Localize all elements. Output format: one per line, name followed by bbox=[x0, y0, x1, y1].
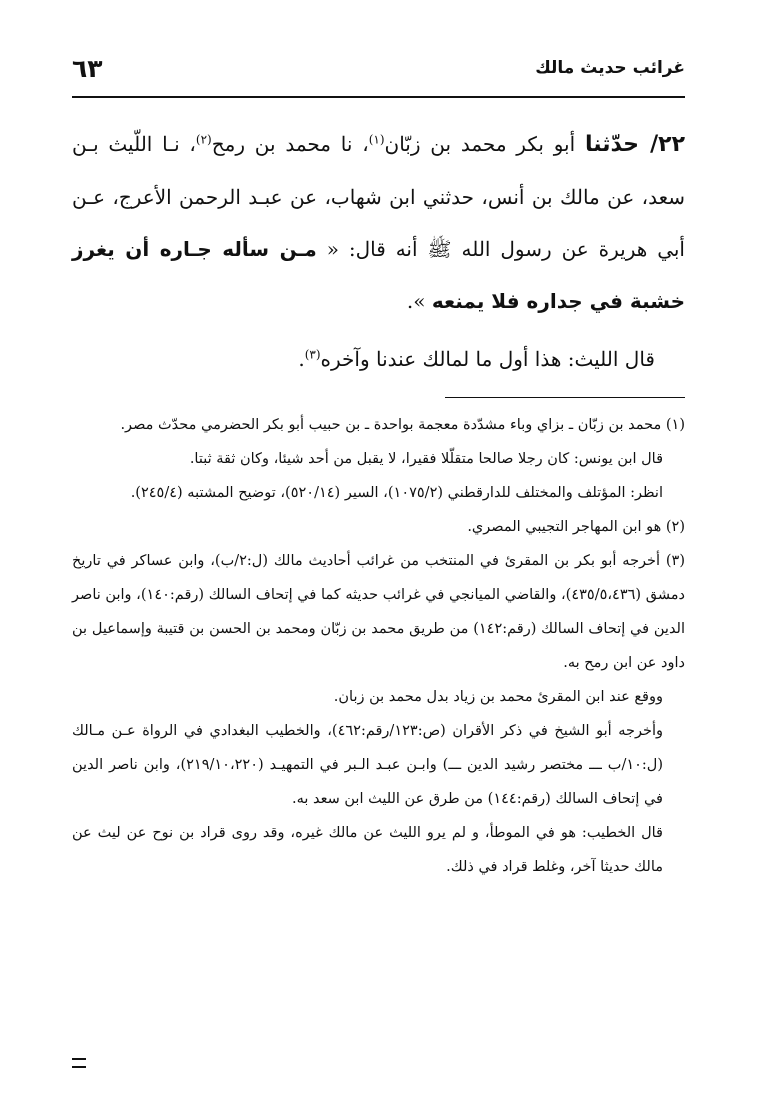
quote-close: ». bbox=[406, 289, 432, 313]
footnote-ref-1[interactable]: (١) bbox=[368, 132, 385, 147]
footnote-3-sources: وأخرجه أبو الشيخ في ذكر الأقران (ص:١٢٣/رقم:٤٦٢)، والخطيب البغدادي في الرواة عـن مـالك (ل:١٠/ب ـــ مختصر رشيد الدين ـــ) وابـن عبـد الـبر في التمهيـد (٢١٩/١٠،٢٢٠)، وابن ناصر الدين في إتحاف السالك (رقم:١٤٤) من طرق عن الليث ابن سعد به. bbox=[72, 723, 663, 807]
footnote-1-ibn-yunus: قال ابن يونس: كان رجلا صالحا متقلّلا فقيرا، لا يقبل من أحد شيئا، وكان ثقة ثبتا. bbox=[189, 451, 663, 467]
footnote-1-sources: انظر: المؤتلف والمختلف للدارقطني (١٠٧٥/٢)، السير (٥٢٠/١٤)، توضيح المشتبه (٢٤٥/٤). bbox=[130, 485, 663, 501]
hadith-body bbox=[72, 118, 685, 385]
hadith-matn: مـن سأله جـاره أن يغرز خشبة في جداره فلا يمنعه bbox=[72, 237, 685, 313]
layth-statement-text: قال الليث: هذا أول ما لمالك عندنا وآخره bbox=[320, 347, 655, 371]
continuation-mark bbox=[72, 1058, 86, 1068]
footnote-3: (٣) أخرجه أبو بكر بن المقرئ في المنتخب من غرائب أحاديث مالك (ل:٢/ب)، وابن عساكر في تاريخ دمشق (٤٣٥/٥،٤٣٦)، والقاضي الميانجي في غرائب حديثه كما في إتحاف السالك (رقم:١٤٠)، وابن ناصر الدين في إتحاف السالك (رقم:١٤٢) من طريق محمد بن زبّان ومحمد بن الحسن بن قتيبة وإسماعيل بن داود عن ابن رمح به. bbox=[72, 553, 685, 671]
book-title: غرائب حديث مالك bbox=[535, 58, 685, 78]
footnote-3-khatib: قال الخطيب: هو في الموطأ، و لم يرو الليث عن مالك غيره، وقد روى قراد بن نوح عن ليث عن مالك حديثا آخر، وغلط قراد في ذلك. bbox=[72, 825, 663, 875]
isnad-part-2: ، نا محمد بن رمح bbox=[211, 132, 369, 156]
running-header bbox=[72, 52, 685, 98]
hadith-paragraph bbox=[72, 118, 685, 327]
footnote-3-note: ووقع عند ابن المقرئ محمد بن زياد بدل محمد بن زبان. bbox=[333, 689, 663, 705]
hadith-number: ٢٢/ حدّثنا bbox=[584, 132, 685, 157]
footnote-separator bbox=[445, 397, 685, 398]
layth-statement-end: . bbox=[298, 347, 305, 371]
page-number: ٦٣ bbox=[72, 54, 103, 83]
isnad-part-1: أبو بكر محمد بن زبّان bbox=[384, 132, 585, 156]
footnote-1: (١) محمد بن زبّان ـ بزاي وباء مشدّدة معجمة بواحدة ـ بن حبيب أبو بكر الحضرمي محدّث مصر. bbox=[120, 417, 685, 433]
footnotes-section bbox=[72, 408, 685, 884]
footnote-ref-3[interactable]: (٣) bbox=[304, 347, 321, 362]
isnad-part-3: ، نـا اللّيث بـن سعد، عن مالك بن أنس، حدثني ابن شهاب، عن عبـد الرحمن الأعرج، عـن أبي هريرة عن رسول الله ﷺ أنه قال: « bbox=[72, 132, 685, 261]
footnote-ref-2[interactable]: (٢) bbox=[195, 132, 212, 147]
layth-statement bbox=[72, 333, 685, 385]
footnote-2: (٢) هو ابن المهاجر التجيبي المصري. bbox=[467, 519, 685, 535]
